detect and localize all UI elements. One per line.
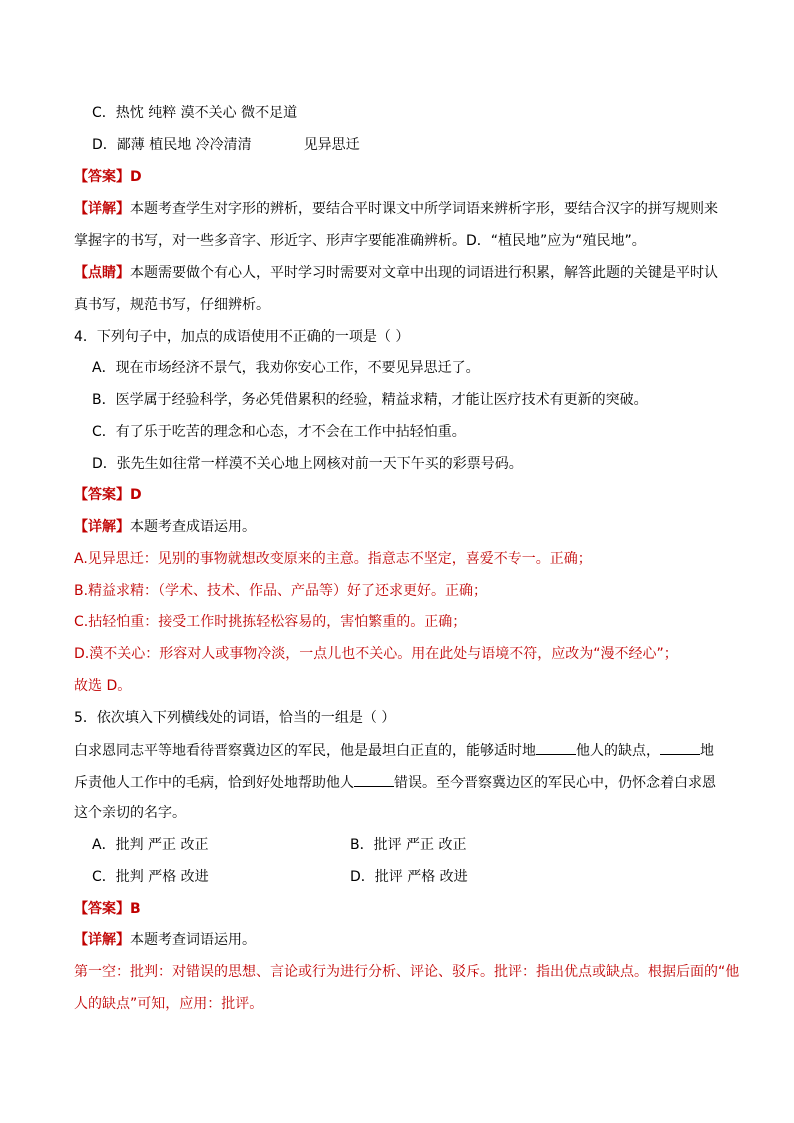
detail-tag: 【详解】 bbox=[74, 932, 130, 948]
answer-value: D bbox=[130, 487, 142, 503]
answer-tag: 【答案】 bbox=[74, 901, 130, 917]
q3-option-d-text: D．鄙薄 植民地 冷冷清清 bbox=[92, 137, 252, 153]
fill-blank-1 bbox=[536, 740, 576, 755]
q3-answer bbox=[74, 167, 142, 187]
q5-option-b: B．批评 严正 改正 bbox=[350, 837, 467, 853]
fill-blank-2 bbox=[660, 740, 700, 755]
q3-option-d-text-2: 见异思迁 bbox=[303, 137, 360, 153]
q3-detail-line-1 bbox=[74, 199, 718, 219]
q4-explain-d: D.漠不关心：形容对人或事物冷淡，一点儿也不关心。用在此处与语境不符，应改为“漫不经心”； bbox=[74, 646, 678, 662]
answer-tag: 【答案】 bbox=[74, 169, 130, 185]
passage-text: 白求恩同志平等地看待晋察冀边区的军民，他是最坦白正直的，能够适时地 bbox=[74, 743, 536, 759]
detail-tag: 【详解】 bbox=[74, 201, 130, 217]
fill-blank-3 bbox=[354, 772, 394, 787]
q5-passage-line-2 bbox=[74, 772, 716, 793]
q5-first-blank-line-2: 人的缺点”可知，应用：批评。 bbox=[74, 996, 264, 1012]
q4-explain-c: C.拈轻怕重：接受工作时挑拣轻松容易的，害怕繁重的。正确； bbox=[74, 614, 467, 630]
q3-tip-line-1 bbox=[74, 263, 718, 283]
q3-detail-line-2: 掌握字的书写，对一些多音字、形近字、形声字要能准确辨析。D．“植民地”应为“殖民地”。 bbox=[74, 233, 646, 249]
q4-choice: 故选 D。 bbox=[74, 678, 132, 694]
passage-text: 他人的缺点， bbox=[576, 743, 660, 759]
q4-option-d: D．张先生如往常一样漠不关心地上网核对前一天下午买的彩票号码。 bbox=[92, 456, 523, 472]
q3-option-d bbox=[92, 135, 360, 155]
q5-answer bbox=[74, 899, 141, 919]
q4-stem: 4．下列句子中，加点的成语使用不正确的一项是（ ） bbox=[74, 329, 410, 345]
detail-tag: 【详解】 bbox=[74, 519, 130, 535]
passage-text: 地 bbox=[700, 743, 714, 759]
q3-option-c: C．热忱 纯粹 漠不关心 微不足道 bbox=[92, 105, 298, 121]
q5-option-c: C．批判 严格 改进 bbox=[92, 869, 209, 885]
q3-tip-line-2: 真书写，规范书写，仔细辨析。 bbox=[74, 297, 270, 313]
answer-tag: 【答案】 bbox=[74, 487, 130, 503]
q5-stem: 5．依次填入下列横线处的词语，恰当的一组是（ ） bbox=[74, 710, 396, 726]
answer-value: D bbox=[130, 169, 142, 185]
answer-value: B bbox=[130, 901, 141, 917]
detail-text: 本题考查成语运用。 bbox=[130, 519, 256, 535]
passage-text: 斥责他人工作中的毛病，恰到好处地帮助他人 bbox=[74, 775, 354, 791]
q5-passage-line-1 bbox=[74, 740, 714, 761]
q5-detail bbox=[74, 930, 256, 950]
q4-explain-a: A.见异思迁：见别的事物就想改变原来的主意。指意志不坚定，喜爱不专一。正确； bbox=[74, 551, 592, 567]
q5-option-a: A．批判 严正 改正 bbox=[92, 837, 209, 853]
q4-detail bbox=[74, 517, 256, 537]
q5-option-d: D．批评 严格 改进 bbox=[350, 869, 468, 885]
tip-text: 本题需要做个有心人，平时学习时需要对文章中出现的词语进行积累，解答此题的关键是平时认 bbox=[130, 265, 718, 281]
q4-option-b: B．医学属于经验科学，务必凭借累积的经验，精益求精，才能让医疗技术有更新的突破。 bbox=[92, 392, 648, 408]
detail-text: 本题考查学生对字形的辨析，要结合平时课文中所学词语来辨析字形，要结合汉字的拼写规则来 bbox=[130, 201, 718, 217]
q5-passage-line-3: 这个亲切的名字。 bbox=[74, 805, 186, 821]
q4-answer bbox=[74, 485, 142, 505]
q5-first-blank-line-1: 第一空：批判：对错误的思想、言论或行为进行分析、评论、驳斥。批评：指出优点或缺点。根据后面的“他 bbox=[74, 964, 740, 980]
q4-option-a: A．现在市场经济不景气，我劝你安心工作，不要见异思迁了。 bbox=[92, 360, 480, 376]
detail-text: 本题考查词语运用。 bbox=[130, 932, 256, 948]
q4-explain-b: B.精益求精：（学术、技术、作品、产品等）好了还求更好。正确； bbox=[74, 583, 488, 599]
tip-tag: 【点睛】 bbox=[74, 265, 130, 281]
q4-option-c: C．有了乐于吃苦的理念和心态，才不会在工作中拈轻怕重。 bbox=[92, 424, 466, 440]
passage-text: 错误。至今晋察冀边区的军民心中，仍怀念着白求恩 bbox=[394, 775, 716, 791]
